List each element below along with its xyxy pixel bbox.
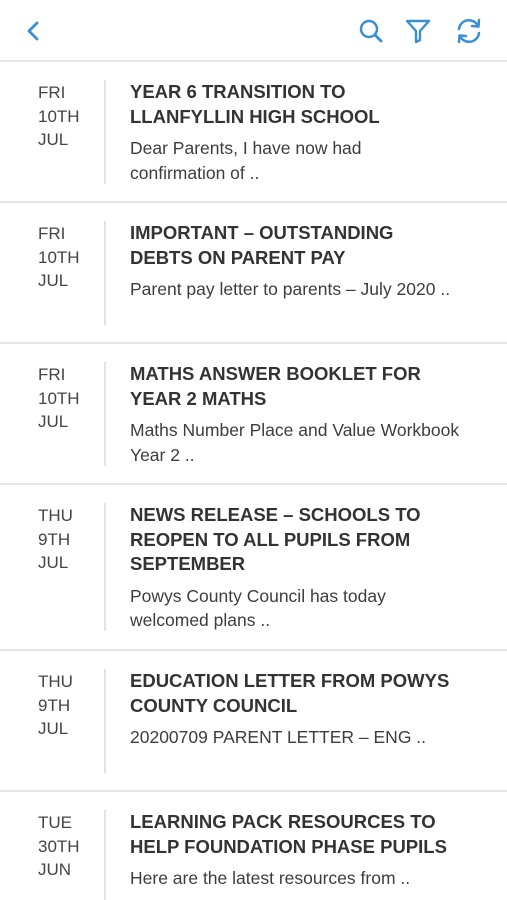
date-divider — [104, 503, 106, 631]
filter-button[interactable] — [400, 13, 436, 49]
news-day-number: 10TH — [38, 388, 80, 408]
news-date — [38, 811, 98, 882]
news-day: THU — [38, 506, 73, 525]
news-summary: Here are the latest resources from .. — [130, 868, 411, 888]
news-date — [38, 670, 98, 741]
news-item[interactable] — [0, 792, 507, 900]
news-title: MATHS ANSWER BOOKLET FOR YEAR 2 MATHS — [130, 363, 421, 409]
news-day: FRI — [38, 224, 66, 243]
refresh-button[interactable] — [451, 13, 487, 49]
top-bar — [0, 0, 507, 62]
news-month: JUL — [38, 130, 69, 149]
news-date — [38, 222, 98, 293]
news-day: THU — [38, 672, 73, 691]
news-item[interactable] — [0, 485, 507, 651]
news-content — [130, 503, 460, 633]
news-month: JUN — [38, 860, 72, 879]
news-content — [130, 80, 460, 185]
news-list — [0, 62, 507, 900]
news-content — [130, 810, 460, 891]
news-day-number: 10TH — [38, 106, 80, 126]
news-day-number: 30TH — [38, 836, 80, 856]
news-title: LEARNING PACK RESOURCES TO HELP FOUNDATION PHASE PUPILS — [130, 811, 447, 857]
news-month: JUL — [38, 719, 69, 738]
date-divider — [104, 810, 106, 900]
news-item[interactable] — [0, 203, 507, 344]
news-day: FRI — [38, 83, 66, 102]
search-button[interactable] — [353, 13, 389, 49]
news-day: TUE — [38, 813, 72, 832]
news-summary: Dear Parents, I have now had confirmation of .. — [130, 138, 362, 183]
chevron-left-icon — [24, 19, 44, 43]
refresh-icon — [453, 17, 485, 45]
filter-icon — [404, 17, 432, 45]
news-month: JUL — [38, 412, 69, 431]
search-icon — [357, 17, 385, 45]
date-divider — [104, 221, 106, 325]
news-title: IMPORTANT – OUTSTANDING DEBTS ON PARENT PAY — [130, 222, 394, 268]
news-summary: Parent pay letter to parents – July 2020 .. — [130, 279, 451, 299]
news-title: YEAR 6 TRANSITION TO LLANFYLLIN HIGH SCHOOL — [130, 81, 380, 127]
date-divider — [104, 362, 106, 466]
news-date — [38, 504, 98, 575]
news-title: EDUCATION LETTER FROM POWYS COUNTY COUNCIL — [130, 670, 450, 716]
news-day-number: 10TH — [38, 247, 80, 267]
news-summary: Maths Number Place and Value Workbook Year 2 .. — [130, 420, 460, 465]
date-divider — [104, 669, 106, 773]
news-summary: 20200709 PARENT LETTER – ENG .. — [130, 727, 427, 747]
news-date — [38, 81, 98, 152]
news-month: JUL — [38, 553, 69, 572]
news-item[interactable] — [0, 344, 507, 485]
back-button[interactable] — [16, 13, 52, 49]
news-date — [38, 363, 98, 434]
news-item[interactable] — [0, 651, 507, 792]
news-content — [130, 362, 460, 467]
news-title: NEWS RELEASE – SCHOOLS TO REOPEN TO ALL PUPILS FROM SEPTEMBER — [130, 504, 421, 574]
news-day: FRI — [38, 365, 66, 384]
news-summary: Powys County Council has today welcomed plans .. — [130, 585, 386, 630]
news-item[interactable] — [0, 62, 507, 203]
news-day-number: 9TH — [38, 529, 71, 549]
date-divider — [104, 80, 106, 184]
news-content — [130, 669, 460, 750]
news-month: JUL — [38, 271, 69, 290]
news-content — [130, 221, 460, 302]
news-day-number: 9TH — [38, 695, 71, 715]
